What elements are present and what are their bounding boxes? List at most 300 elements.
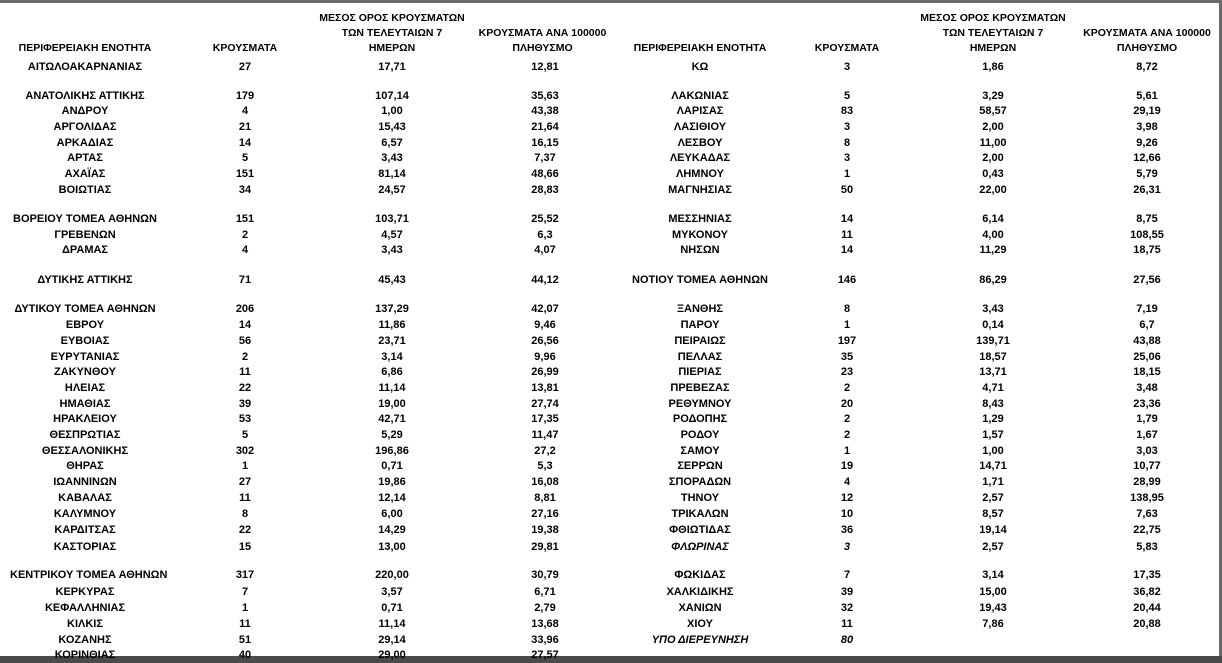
cell-cases: 7	[241, 586, 249, 598]
cell-region: ΚΑΒΑΛΑΣ	[58, 492, 112, 504]
cell-cases: 4	[843, 476, 851, 488]
cell-per: 25,06	[1133, 351, 1161, 363]
table-row	[0, 136, 612, 151]
cell-per: 27,16	[531, 508, 559, 520]
cell-avg: 3,14	[381, 351, 403, 363]
cell-per: 21,64	[531, 121, 559, 133]
cell-region: ΑΡΚΑΔΙΑΣ	[56, 137, 114, 149]
cell-per: 28,83	[531, 184, 559, 196]
cell-avg: 2,57	[982, 541, 1004, 553]
cell-cases: 14	[840, 244, 854, 256]
table-row	[0, 228, 612, 243]
cell-per: 29,81	[531, 541, 559, 553]
table-row	[0, 601, 612, 616]
cell-avg: 1,71	[982, 476, 1004, 488]
cell-region: ΚΕΡΚΥΡΑΣ	[55, 586, 115, 598]
cell-region: ΡΟΔΟΥ	[680, 429, 720, 441]
table-row	[612, 60, 1219, 75]
table-row	[612, 104, 1219, 119]
cell-region: ΖΑΚΥΝΘΟΥ	[53, 366, 117, 378]
cell-per: 23,36	[1133, 398, 1161, 410]
table-row	[0, 507, 612, 522]
cell-cases: 179	[235, 90, 255, 102]
cell-region: ΝΗΣΩΝ	[680, 244, 720, 256]
cell-avg: 2,57	[982, 492, 1004, 504]
cell-region: ΗΜΑΘΙΑΣ	[59, 398, 111, 410]
cell-avg: 137,29	[375, 303, 409, 315]
cell-cases: 50	[840, 184, 854, 196]
table-row	[0, 167, 612, 182]
table-row	[0, 273, 612, 288]
table-row	[612, 428, 1219, 443]
cell-avg: 103,71	[375, 213, 409, 225]
cell-cases: 11	[239, 492, 251, 504]
cell-cases: 8	[843, 303, 851, 315]
cell-cases: 2	[241, 229, 249, 241]
table-row	[0, 412, 612, 427]
cell-region: ΚΑΣΤΟΡΙΑΣ	[53, 541, 117, 553]
cell-region: ΔΥΤΙΚΗΣ ΑΤΤΙΚΗΣ	[37, 274, 133, 286]
cell-per: 30,79	[531, 569, 559, 581]
cell-cases: 8	[241, 508, 249, 520]
cell-region: ΚΩ	[691, 61, 709, 73]
cell-cases: 7	[843, 569, 851, 581]
cell-per: 43,88	[1133, 335, 1161, 347]
cell-region: ΛΑΚΩΝΙΑΣ	[671, 90, 729, 102]
cell-per: 20,44	[1133, 602, 1161, 614]
left-table	[0, 0, 612, 661]
cell-cases: 39	[238, 398, 252, 410]
table-row	[612, 302, 1219, 317]
table-row	[612, 633, 1219, 648]
cell-region: ΣΠΟΡΑΔΩΝ	[668, 476, 732, 488]
cell-cases: 22	[238, 524, 252, 536]
cell-region: ΤΗΝΟΥ	[680, 492, 720, 504]
cell-region: ΧΑΝΙΩΝ	[678, 602, 722, 614]
cell-region: ΝΟΤΙΟΥ ΤΟΜΕΑ ΑΘΗΝΩΝ	[632, 274, 768, 286]
header-cases: ΚΡΟΥΣΜΑΤΑ	[212, 42, 278, 54]
cell-avg: 19,14	[979, 524, 1007, 536]
cell-cases: 302	[235, 445, 255, 457]
cell-avg: 3,43	[381, 152, 403, 164]
cell-avg: 1,57	[982, 429, 1004, 441]
cell-avg: 4,71	[982, 382, 1004, 394]
cell-avg: 15,00	[979, 586, 1007, 598]
cell-per: 27,74	[531, 398, 559, 410]
table-row	[0, 648, 612, 663]
cell-avg: 19,00	[378, 398, 406, 410]
cell-cases: 27	[238, 476, 252, 488]
cell-cases: 40	[238, 649, 252, 661]
table-row	[612, 136, 1219, 151]
cell-per: 43,38	[531, 105, 559, 117]
cell-cases: 11	[239, 618, 251, 630]
cell-region: ΛΗΜΝΟΥ	[676, 168, 724, 180]
cell-avg: 3,43	[982, 303, 1004, 315]
cell-cases: 151	[235, 213, 255, 225]
cell-cases: 197	[837, 335, 857, 347]
cell-cases: 2	[843, 413, 851, 425]
cell-cases: 56	[238, 335, 252, 347]
cell-avg: 3,14	[982, 569, 1004, 581]
cell-avg: 0,14	[982, 319, 1004, 331]
table-row	[0, 104, 612, 119]
cell-avg: 19,86	[378, 476, 406, 488]
cell-region: ΣΕΡΡΩΝ	[677, 460, 723, 472]
cell-cases: 19	[840, 460, 854, 472]
cell-region: ΘΗΡΑΣ	[66, 460, 104, 472]
cell-cases: 10	[840, 508, 854, 520]
table-row	[0, 459, 612, 474]
cell-cases: 11	[841, 229, 853, 241]
cell-region: ΞΑΝΘΗΣ	[676, 303, 724, 315]
cell-per: 5,83	[1136, 541, 1158, 553]
cell-per: 11,47	[531, 429, 559, 441]
table-row	[0, 540, 612, 555]
cell-per: 9,46	[534, 319, 556, 331]
cell-region: ΑΙΤΩΛΟΑΚΑΡΝΑΝΙΑΣ	[27, 61, 143, 73]
cell-per: 6,3	[537, 229, 553, 241]
table-row	[612, 167, 1219, 182]
cell-per: 4,07	[534, 244, 556, 256]
header-per100k: ΚΡΟΥΣΜΑΤΑ ΑΝΑ 100000 ΠΛΗΘΥΣΜΟ	[1083, 27, 1211, 54]
cell-per: 8,75	[1136, 213, 1158, 225]
cell-per: 1,79	[1136, 413, 1158, 425]
cell-cases: 36	[840, 524, 854, 536]
cell-region: ΑΡΓΟΛΙΔΑΣ	[53, 121, 117, 133]
cell-cases: 21	[238, 121, 252, 133]
cell-per: 7,63	[1136, 508, 1158, 520]
cell-per: 3,98	[1136, 121, 1158, 133]
cell-region: ΚΑΛΥΜΝΟΥ	[53, 508, 117, 520]
cell-avg: 45,43	[378, 274, 406, 286]
table-row	[0, 365, 612, 380]
cell-avg: 2,00	[982, 152, 1004, 164]
cell-avg: 13,00	[378, 541, 406, 553]
cell-cases: 1	[843, 445, 851, 457]
cell-region: ΕΒΡΟΥ	[65, 319, 105, 331]
cell-avg: 86,29	[979, 274, 1007, 286]
cell-avg: 8,43	[982, 398, 1004, 410]
cell-cases: 4	[241, 244, 249, 256]
cell-cases: 22	[238, 382, 252, 394]
cell-region: ΘΕΣΣΑΛΟΝΙΚΗΣ	[41, 445, 129, 457]
cell-avg: 3,57	[381, 586, 403, 598]
cell-per: 33,96	[531, 634, 559, 646]
cell-per: 29,19	[1133, 105, 1161, 117]
header-per100k: ΚΡΟΥΣΜΑΤΑ ΑΝΑ 100000 ΠΛΗΘΥΣΜΟ	[478, 27, 607, 54]
cell-cases: 14	[840, 213, 854, 225]
cell-cases: 12	[840, 492, 854, 504]
table-row	[612, 444, 1219, 459]
cell-avg: 1,86	[982, 61, 1004, 73]
table-row	[612, 151, 1219, 166]
table-row	[612, 507, 1219, 522]
cell-region: ΦΛΩΡΙΝΑΣ	[671, 541, 729, 553]
cell-cases: 14	[238, 137, 252, 149]
cell-avg: 6,00	[381, 508, 403, 520]
cell-region: ΚΑΡΔΙΤΣΑΣ	[54, 524, 116, 536]
table-row	[0, 444, 612, 459]
cell-per: 19,38	[531, 524, 559, 536]
cell-region: ΜΥΚΟΝΟΥ	[671, 229, 729, 241]
cell-cases: 71	[238, 274, 252, 286]
table-row	[0, 151, 612, 166]
cell-per: 10,77	[1133, 460, 1161, 472]
cell-avg: 15,43	[378, 121, 406, 133]
cell-region: ΔΥΤΙΚΟΥ ΤΟΜΕΑ ΑΘΗΝΩΝ	[14, 303, 156, 315]
cell-avg: 0,71	[381, 460, 403, 472]
cell-avg: 19,43	[979, 602, 1007, 614]
cell-avg: 2,00	[982, 121, 1004, 133]
table-row	[0, 243, 612, 258]
cell-region: ΒΟΡΕΙΟΥ ΤΟΜΕΑ ΑΘΗΝΩΝ	[13, 213, 157, 225]
cell-avg: 3,43	[381, 244, 403, 256]
table-row	[0, 475, 612, 490]
cell-per: 7,37	[534, 152, 556, 164]
table-row	[0, 523, 612, 538]
cell-per: 1,67	[1136, 429, 1158, 441]
table-row	[0, 318, 612, 333]
cell-cases: 35	[840, 351, 854, 363]
cell-per: 9,96	[534, 351, 556, 363]
header-region: ΠΕΡΙΦΕΡΕΙΑΚΗ ΕΝΟΤΗΤΑ	[18, 42, 152, 54]
cell-per: 6,7	[1139, 319, 1155, 331]
table-row	[612, 459, 1219, 474]
table-row	[0, 350, 612, 365]
cell-region: ΜΕΣΣΗΝΙΑΣ	[668, 213, 732, 225]
cell-cases: 53	[238, 413, 252, 425]
cell-cases: 39	[840, 586, 854, 598]
cell-avg: 6,57	[381, 137, 403, 149]
cell-per: 9,26	[1136, 137, 1158, 149]
table-row	[612, 412, 1219, 427]
cell-per: 8,81	[534, 492, 556, 504]
cell-cases: 151	[235, 168, 255, 180]
cell-region: ΠΡΕΒΕΖΑΣ	[670, 382, 730, 394]
cell-cases: 2	[843, 382, 851, 394]
cell-region: ΣΑΜΟΥ	[680, 445, 720, 457]
cell-cases: 146	[837, 274, 857, 286]
cell-avg: 58,57	[979, 105, 1007, 117]
cell-avg: 4,57	[381, 229, 403, 241]
cell-cases: 83	[840, 105, 854, 117]
table-row	[0, 302, 612, 317]
table-row	[612, 243, 1219, 258]
cell-cases: 3	[843, 541, 851, 553]
cell-cases: 34	[238, 184, 252, 196]
cell-region: ΚΟΡΙΝΘΙΑΣ	[54, 649, 116, 661]
cell-per: 25,52	[531, 213, 559, 225]
cell-region: ΙΩΑΝΝΙΝΩΝ	[53, 476, 117, 488]
table-row	[612, 381, 1219, 396]
table-row	[0, 334, 612, 349]
cell-region: ΦΩΚΙΔΑΣ	[674, 569, 726, 581]
table-row	[0, 212, 612, 227]
cell-avg: 7,86	[982, 618, 1004, 630]
table-row	[0, 60, 612, 75]
table-row	[612, 491, 1219, 506]
cell-cases: 11	[239, 366, 251, 378]
cell-per: 13,81	[531, 382, 559, 394]
cell-region: ΜΑΓΝΗΣΙΑΣ	[668, 184, 732, 196]
cell-per: 20,88	[1133, 618, 1161, 630]
table-row	[612, 365, 1219, 380]
cell-cases: 3	[843, 61, 851, 73]
header-cases: ΚΡΟΥΣΜΑΤΑ	[814, 42, 880, 54]
table-row	[612, 273, 1219, 288]
cell-per: 26,56	[531, 335, 559, 347]
cell-cases: 8	[843, 137, 851, 149]
table-row	[612, 212, 1219, 227]
cell-cases: 1	[241, 602, 249, 614]
table-row	[0, 183, 612, 198]
table-row	[612, 585, 1219, 600]
cell-region: ΥΠΟ ΔΙΕΡΕΥΝΗΣΗ	[651, 634, 749, 646]
table-row	[612, 318, 1219, 333]
cell-avg: 11,86	[378, 319, 406, 331]
cell-region: ΑΧΑΪΑΣ	[64, 168, 106, 180]
cell-region: ΠΕΛΛΑΣ	[677, 351, 723, 363]
cell-avg: 107,14	[375, 90, 409, 102]
table-row	[612, 228, 1219, 243]
cell-avg: 24,57	[378, 184, 406, 196]
table-row	[0, 397, 612, 412]
cell-per: 7,19	[1136, 303, 1158, 315]
cell-region: ΗΛΕΙΑΣ	[64, 382, 106, 394]
cell-per: 42,07	[531, 303, 559, 315]
cell-per: 138,95	[1130, 492, 1164, 504]
table-row	[0, 381, 612, 396]
cell-per: 44,12	[531, 274, 559, 286]
cell-region: ΡΟΔΟΠΗΣ	[672, 413, 728, 425]
cell-cases: 5	[241, 152, 249, 164]
table-row	[0, 617, 612, 632]
table-row	[612, 601, 1219, 616]
cell-per: 28,99	[1133, 476, 1161, 488]
table-row	[612, 120, 1219, 135]
cell-cases: 5	[843, 90, 851, 102]
cell-region: ΛΑΡΙΣΑΣ	[676, 105, 724, 117]
cell-avg: 6,86	[381, 366, 403, 378]
cell-avg: 1,00	[381, 105, 403, 117]
cell-region: ΒΟΙΩΤΙΑΣ	[58, 184, 112, 196]
cell-per: 27,56	[1133, 274, 1161, 286]
cell-region: ΠΑΡΟΥ	[680, 319, 720, 331]
cell-per: 17,35	[1133, 569, 1161, 581]
cell-region: ΗΡΑΚΛΕΙΟΥ	[53, 413, 117, 425]
cell-cases: 3	[843, 152, 851, 164]
cell-region: ΛΕΣΒΟΥ	[677, 137, 723, 149]
cell-avg: 11,14	[378, 382, 406, 394]
cell-per: 5,3	[537, 460, 553, 472]
cell-region: ΤΡΙΚΑΛΩΝ	[671, 508, 729, 520]
cell-cases: 1	[843, 319, 851, 331]
table-row	[612, 183, 1219, 198]
table-row	[612, 334, 1219, 349]
cell-avg: 1,00	[982, 445, 1004, 457]
cell-region: ΚΟΖΑΝΗΣ	[58, 634, 112, 646]
cell-avg: 11,14	[378, 618, 406, 630]
table-row	[0, 491, 612, 506]
cell-avg: 18,57	[979, 351, 1007, 363]
cell-avg: 4,00	[982, 229, 1004, 241]
cell-per: 3,03	[1136, 445, 1158, 457]
cell-cases: 20	[840, 398, 854, 410]
table-row	[612, 617, 1219, 632]
table-row	[612, 350, 1219, 365]
cell-per: 16,08	[531, 476, 559, 488]
table-row	[0, 428, 612, 443]
table-row	[0, 89, 612, 104]
cell-per: 108,55	[1130, 229, 1164, 241]
table-row	[612, 523, 1219, 538]
cell-avg: 23,71	[378, 335, 406, 347]
cell-avg: 11,00	[979, 137, 1007, 149]
cell-cases: 27	[238, 61, 252, 73]
cell-per: 2,79	[534, 602, 556, 614]
cell-per: 26,31	[1133, 184, 1161, 196]
cell-per: 5,61	[1136, 90, 1158, 102]
cell-per: 3,48	[1136, 382, 1158, 394]
cell-cases: 11	[841, 618, 853, 630]
cell-cases: 1	[843, 168, 851, 180]
table-row	[0, 568, 612, 583]
cell-avg: 12,14	[378, 492, 406, 504]
header-avg7: ΜΕΣΟΣ ΟΡΟΣ ΚΡΟΥΣΜΑΤΩΝ ΤΩΝ ΤΕΛΕΥΤΑΙΩΝ 7 ΗΜΕΡΩΝ	[319, 12, 465, 54]
cell-avg: 0,43	[982, 168, 1004, 180]
cell-avg: 5,29	[381, 429, 403, 441]
cell-avg: 17,71	[378, 61, 406, 73]
cell-per: 12,81	[531, 61, 559, 73]
cell-avg: 14,71	[979, 460, 1007, 472]
cell-avg: 11,29	[979, 244, 1007, 256]
cell-region: ΦΘΙΩΤΙΔΑΣ	[669, 524, 731, 536]
cell-region: ΡΕΘΥΜΝΟΥ	[668, 398, 732, 410]
cell-avg: 14,29	[378, 524, 406, 536]
table-row	[612, 540, 1219, 555]
cell-per: 26,99	[531, 366, 559, 378]
cell-region: ΛΕΥΚΑΔΑΣ	[669, 152, 731, 164]
cell-avg: 6,14	[982, 213, 1004, 225]
cell-region: ΘΕΣΠΡΩΤΙΑΣ	[49, 429, 121, 441]
cell-region: ΧΙΟΥ	[687, 618, 713, 630]
cell-region: ΠΕΙΡΑΙΩΣ	[674, 335, 726, 347]
cell-region: ΕΥΡΥΤΑΝΙΑΣ	[50, 351, 120, 363]
cell-avg: 81,14	[378, 168, 406, 180]
cell-region: ΚΕΦΑΛΛΗΝΙΑΣ	[44, 602, 126, 614]
header-region: ΠΕΡΙΦΕΡΕΙΑΚΗ ΕΝΟΤΗΤΑ	[633, 42, 767, 54]
cell-avg: 3,29	[982, 90, 1004, 102]
cell-avg: 13,71	[979, 366, 1007, 378]
table-row	[0, 633, 612, 648]
table-row	[612, 89, 1219, 104]
cell-region: ΛΑΣΙΘΙΟΥ	[673, 121, 727, 133]
cell-cases: 2	[241, 351, 249, 363]
table-row	[612, 568, 1219, 583]
cell-per: 18,15	[1133, 366, 1161, 378]
cell-region: ΑΝΑΤΟΛΙΚΗΣ ΑΤΤΙΚΗΣ	[25, 90, 145, 102]
cell-avg: 29,00	[378, 649, 406, 661]
cell-avg: 196,86	[375, 445, 409, 457]
header-avg7: ΜΕΣΟΣ ΟΡΟΣ ΚΡΟΥΣΜΑΤΩΝ ΤΩΝ ΤΕΛΕΥΤΑΙΩΝ 7 ΗΜΕΡΩΝ	[920, 12, 1066, 54]
cell-per: 27,2	[534, 445, 556, 457]
cell-cases: 23	[840, 366, 854, 378]
cell-cases: 317	[235, 569, 255, 581]
cell-region: ΓΡΕΒΕΝΩΝ	[54, 229, 116, 241]
cell-per: 17,35	[531, 413, 559, 425]
cell-avg: 42,71	[378, 413, 406, 425]
